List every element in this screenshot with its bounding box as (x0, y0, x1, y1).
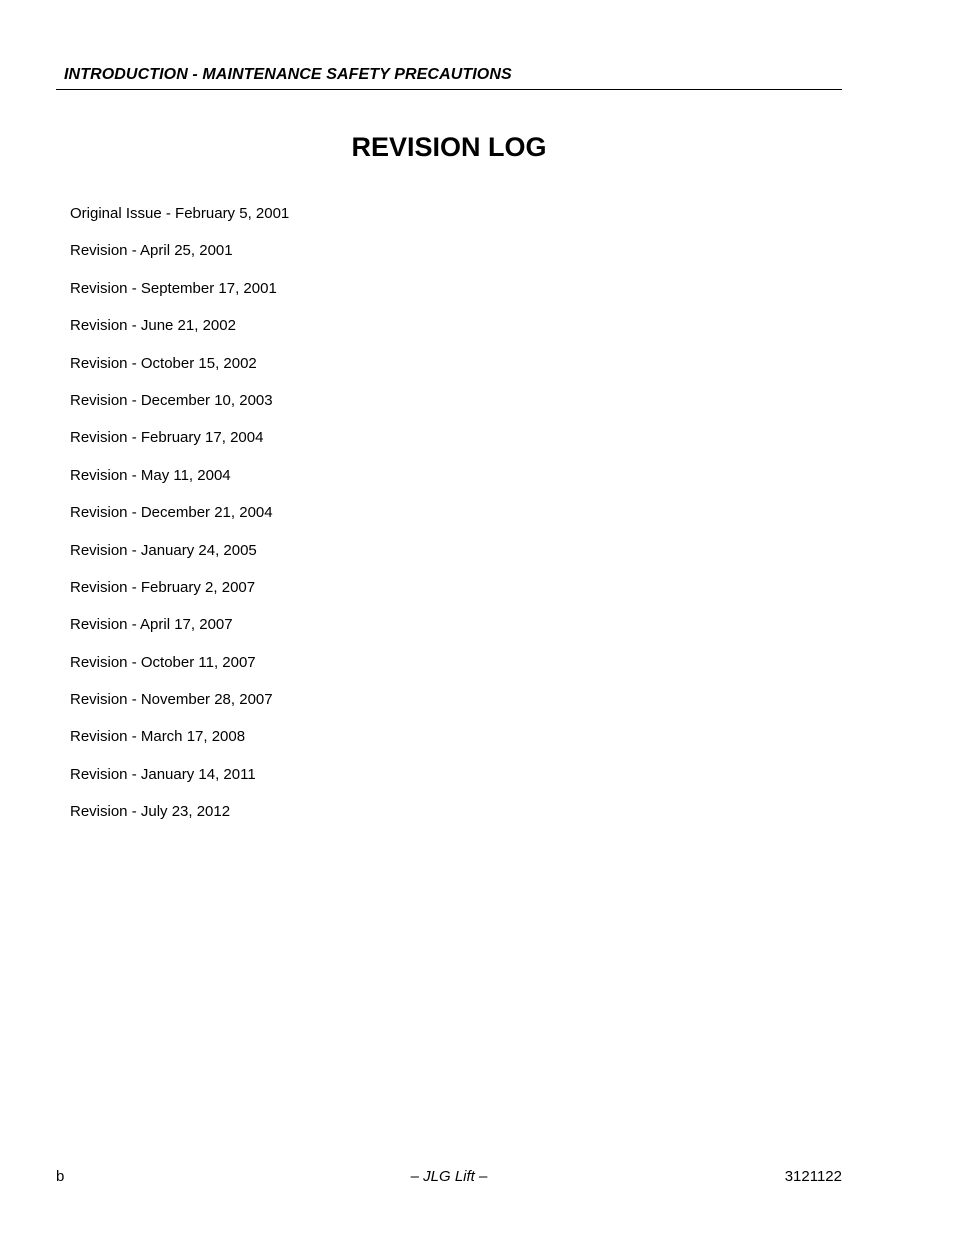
revision-item: Revision - October 11, 2007 (70, 653, 256, 671)
page-title: REVISION LOG (351, 132, 547, 162)
revision-item: Revision - January 14, 2011 (70, 765, 256, 783)
revision-item: Revision - January 24, 2005 (70, 541, 257, 559)
revision-item: Revision - December 21, 2004 (70, 504, 273, 522)
revision-list (70, 204, 289, 840)
revision-item: Revision - March 17, 2008 (70, 728, 246, 746)
footer-brand: – JLG Lift – (410, 1168, 488, 1185)
revision-item: Revision - July 23, 2012 (70, 803, 231, 821)
footer-doc-number: 3121122 (784, 1168, 842, 1185)
revision-item: Revision - September 17, 2001 (70, 279, 277, 297)
revision-item: Revision - May 11, 2004 (70, 466, 231, 484)
revision-item: Revision - November 28, 2007 (70, 691, 273, 709)
revision-item: Original Issue - February 5, 2001 (70, 205, 290, 222)
revision-item: Revision - October 15, 2002 (70, 354, 257, 372)
running-header (56, 64, 842, 90)
revision-item: Revision - June 21, 2002 (70, 317, 236, 335)
revision-item: Revision - December 10, 2003 (70, 391, 273, 409)
footer-page-letter: b (56, 1168, 65, 1185)
revision-item: Revision - April 25, 2001 (70, 242, 233, 260)
section-title: INTRODUCTION - MAINTENANCE SAFETY PRECAUTIONS (64, 66, 512, 83)
revision-item: Revision - April 17, 2007 (70, 616, 233, 634)
revision-item: Revision - February 17, 2004 (70, 429, 264, 447)
page-footer (56, 1168, 842, 1188)
revision-item: Revision - February 2, 2007 (70, 578, 256, 596)
